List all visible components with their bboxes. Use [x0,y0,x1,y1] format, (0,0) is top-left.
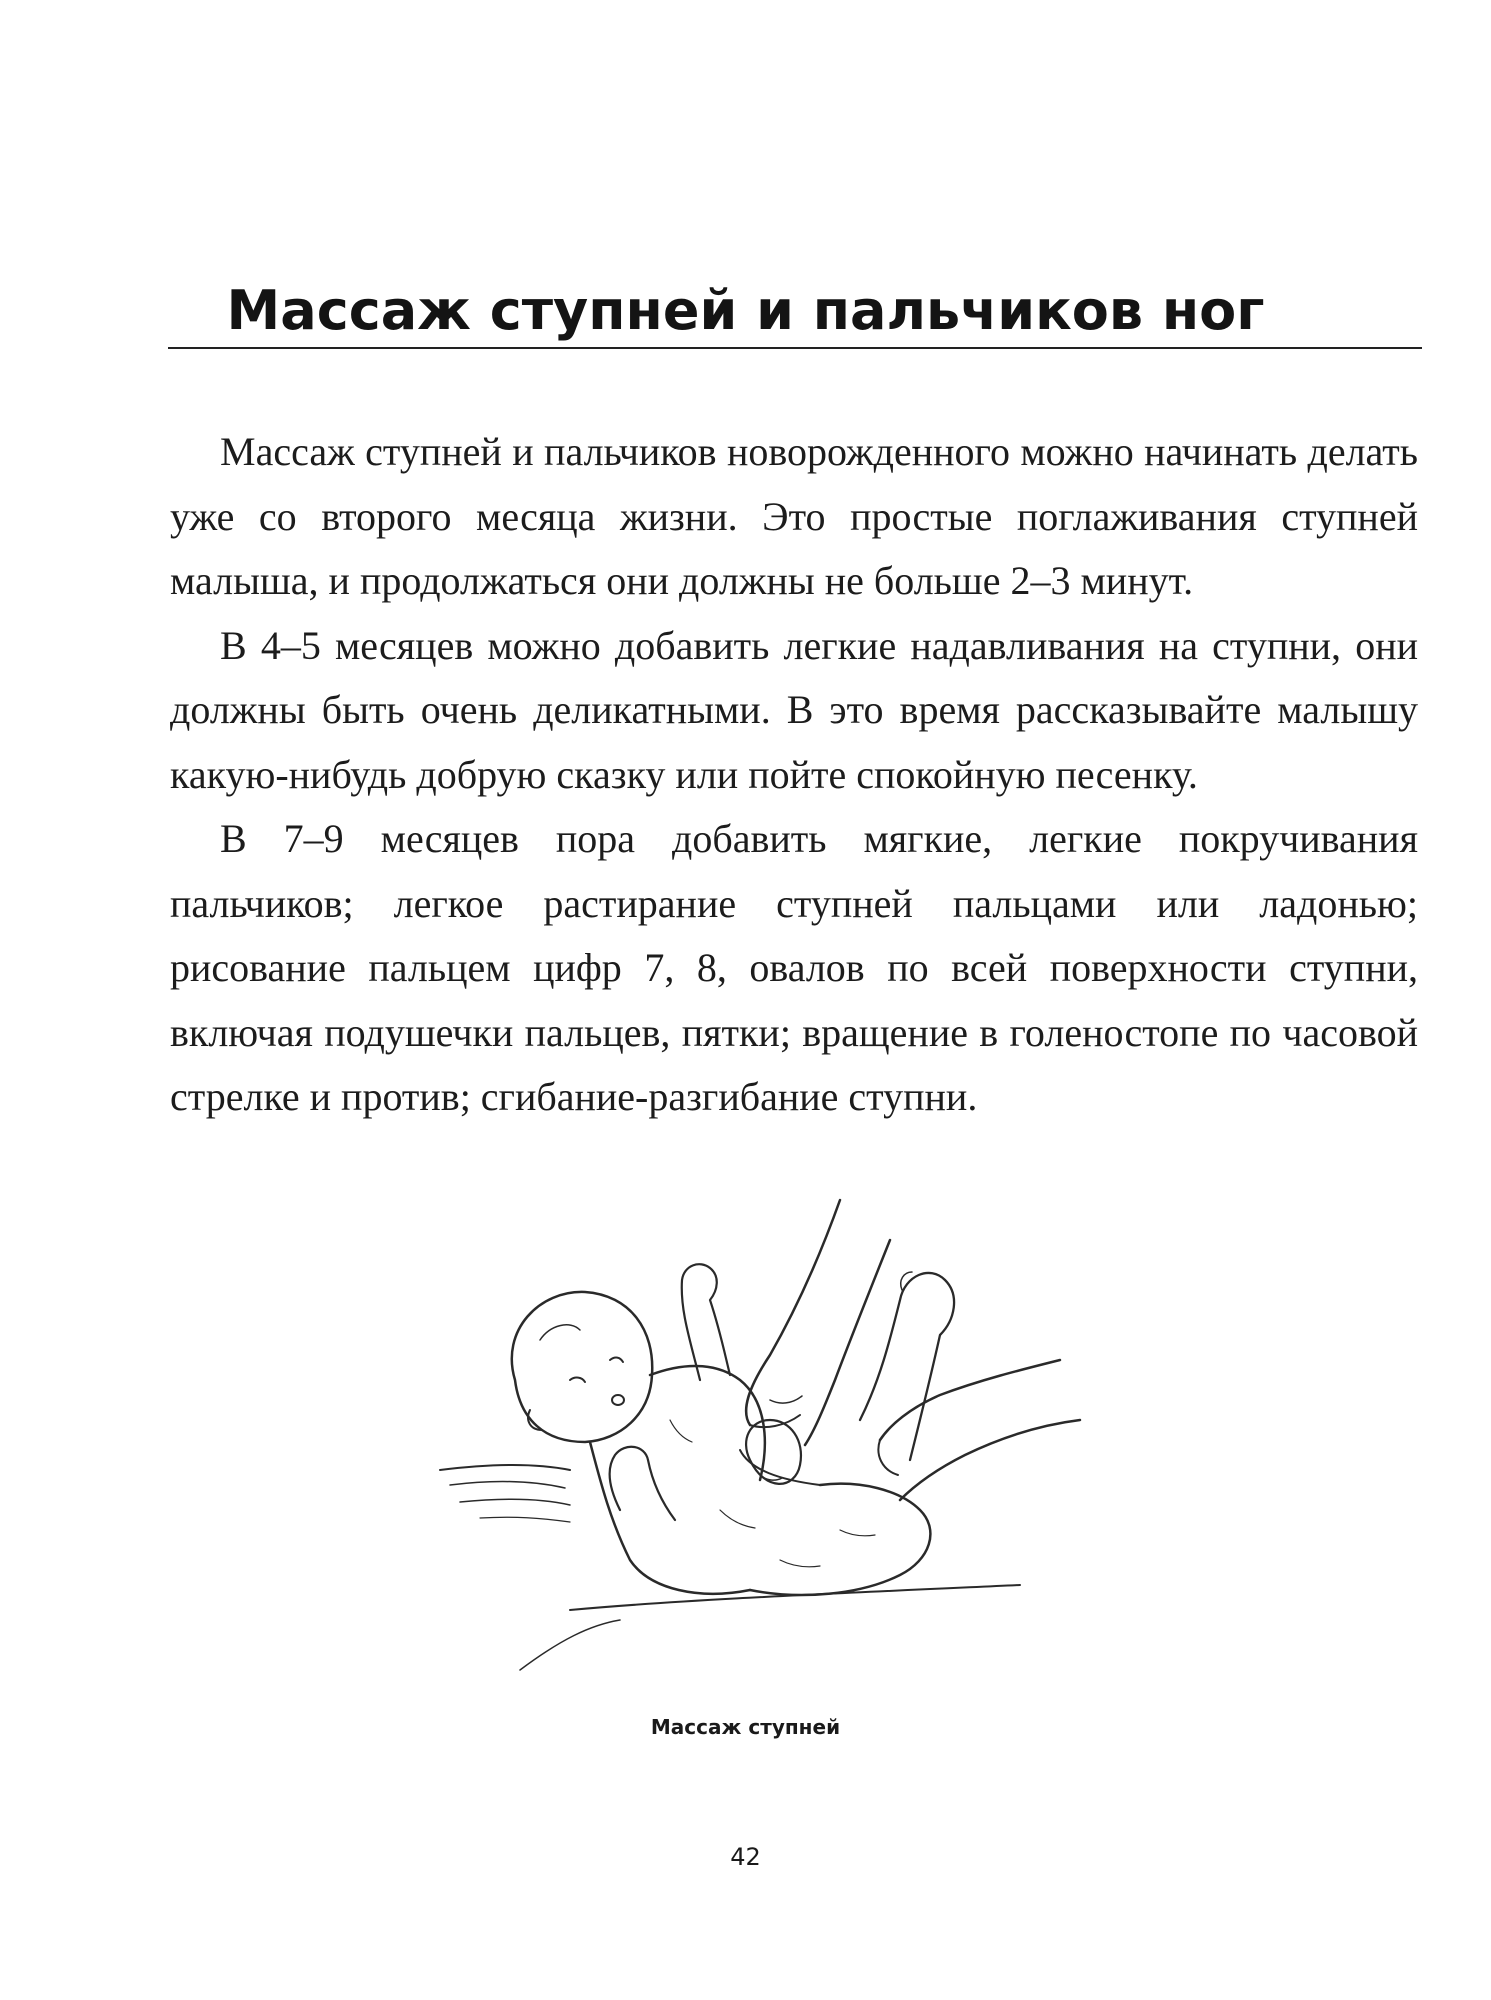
page-title: Массаж ступней и пальчиков ног [226,279,1265,342]
page-number: 42 [730,1843,761,1871]
baby-foot-massage-illustration [420,1180,1120,1700]
body-text [170,420,1418,1130]
paragraph-3: В 7–9 месяцев пора добавить мягкие, легкие покручивания пальчиков; легкое растирание ступней пальцами или ладонью; рисование пальцем цифр 7, 8, овалов по всей поверхности ступни, включая подушечки пальцев, пятки; вращение в голеностопе по часовой стрелке и против; сгибание-разгибание ступни. [170,816,1418,1119]
title-underline [168,347,1422,349]
paragraph-1: Массаж ступней и пальчиков новорожденного можно начинать делать уже со второго месяца жизни. Это простые поглаживания ступней малыша, и продолжаться они должны не больше 2–3 минут. [170,429,1418,603]
paragraph-2: В 4–5 месяцев можно добавить легкие надавливания на ступни, они должны быть очень деликатными. В это время рассказывайте малышу какую-нибудь добрую сказку или пойте спокойную песенку. [170,622,1418,797]
figure-caption: Массаж ступней [650,1715,841,1739]
